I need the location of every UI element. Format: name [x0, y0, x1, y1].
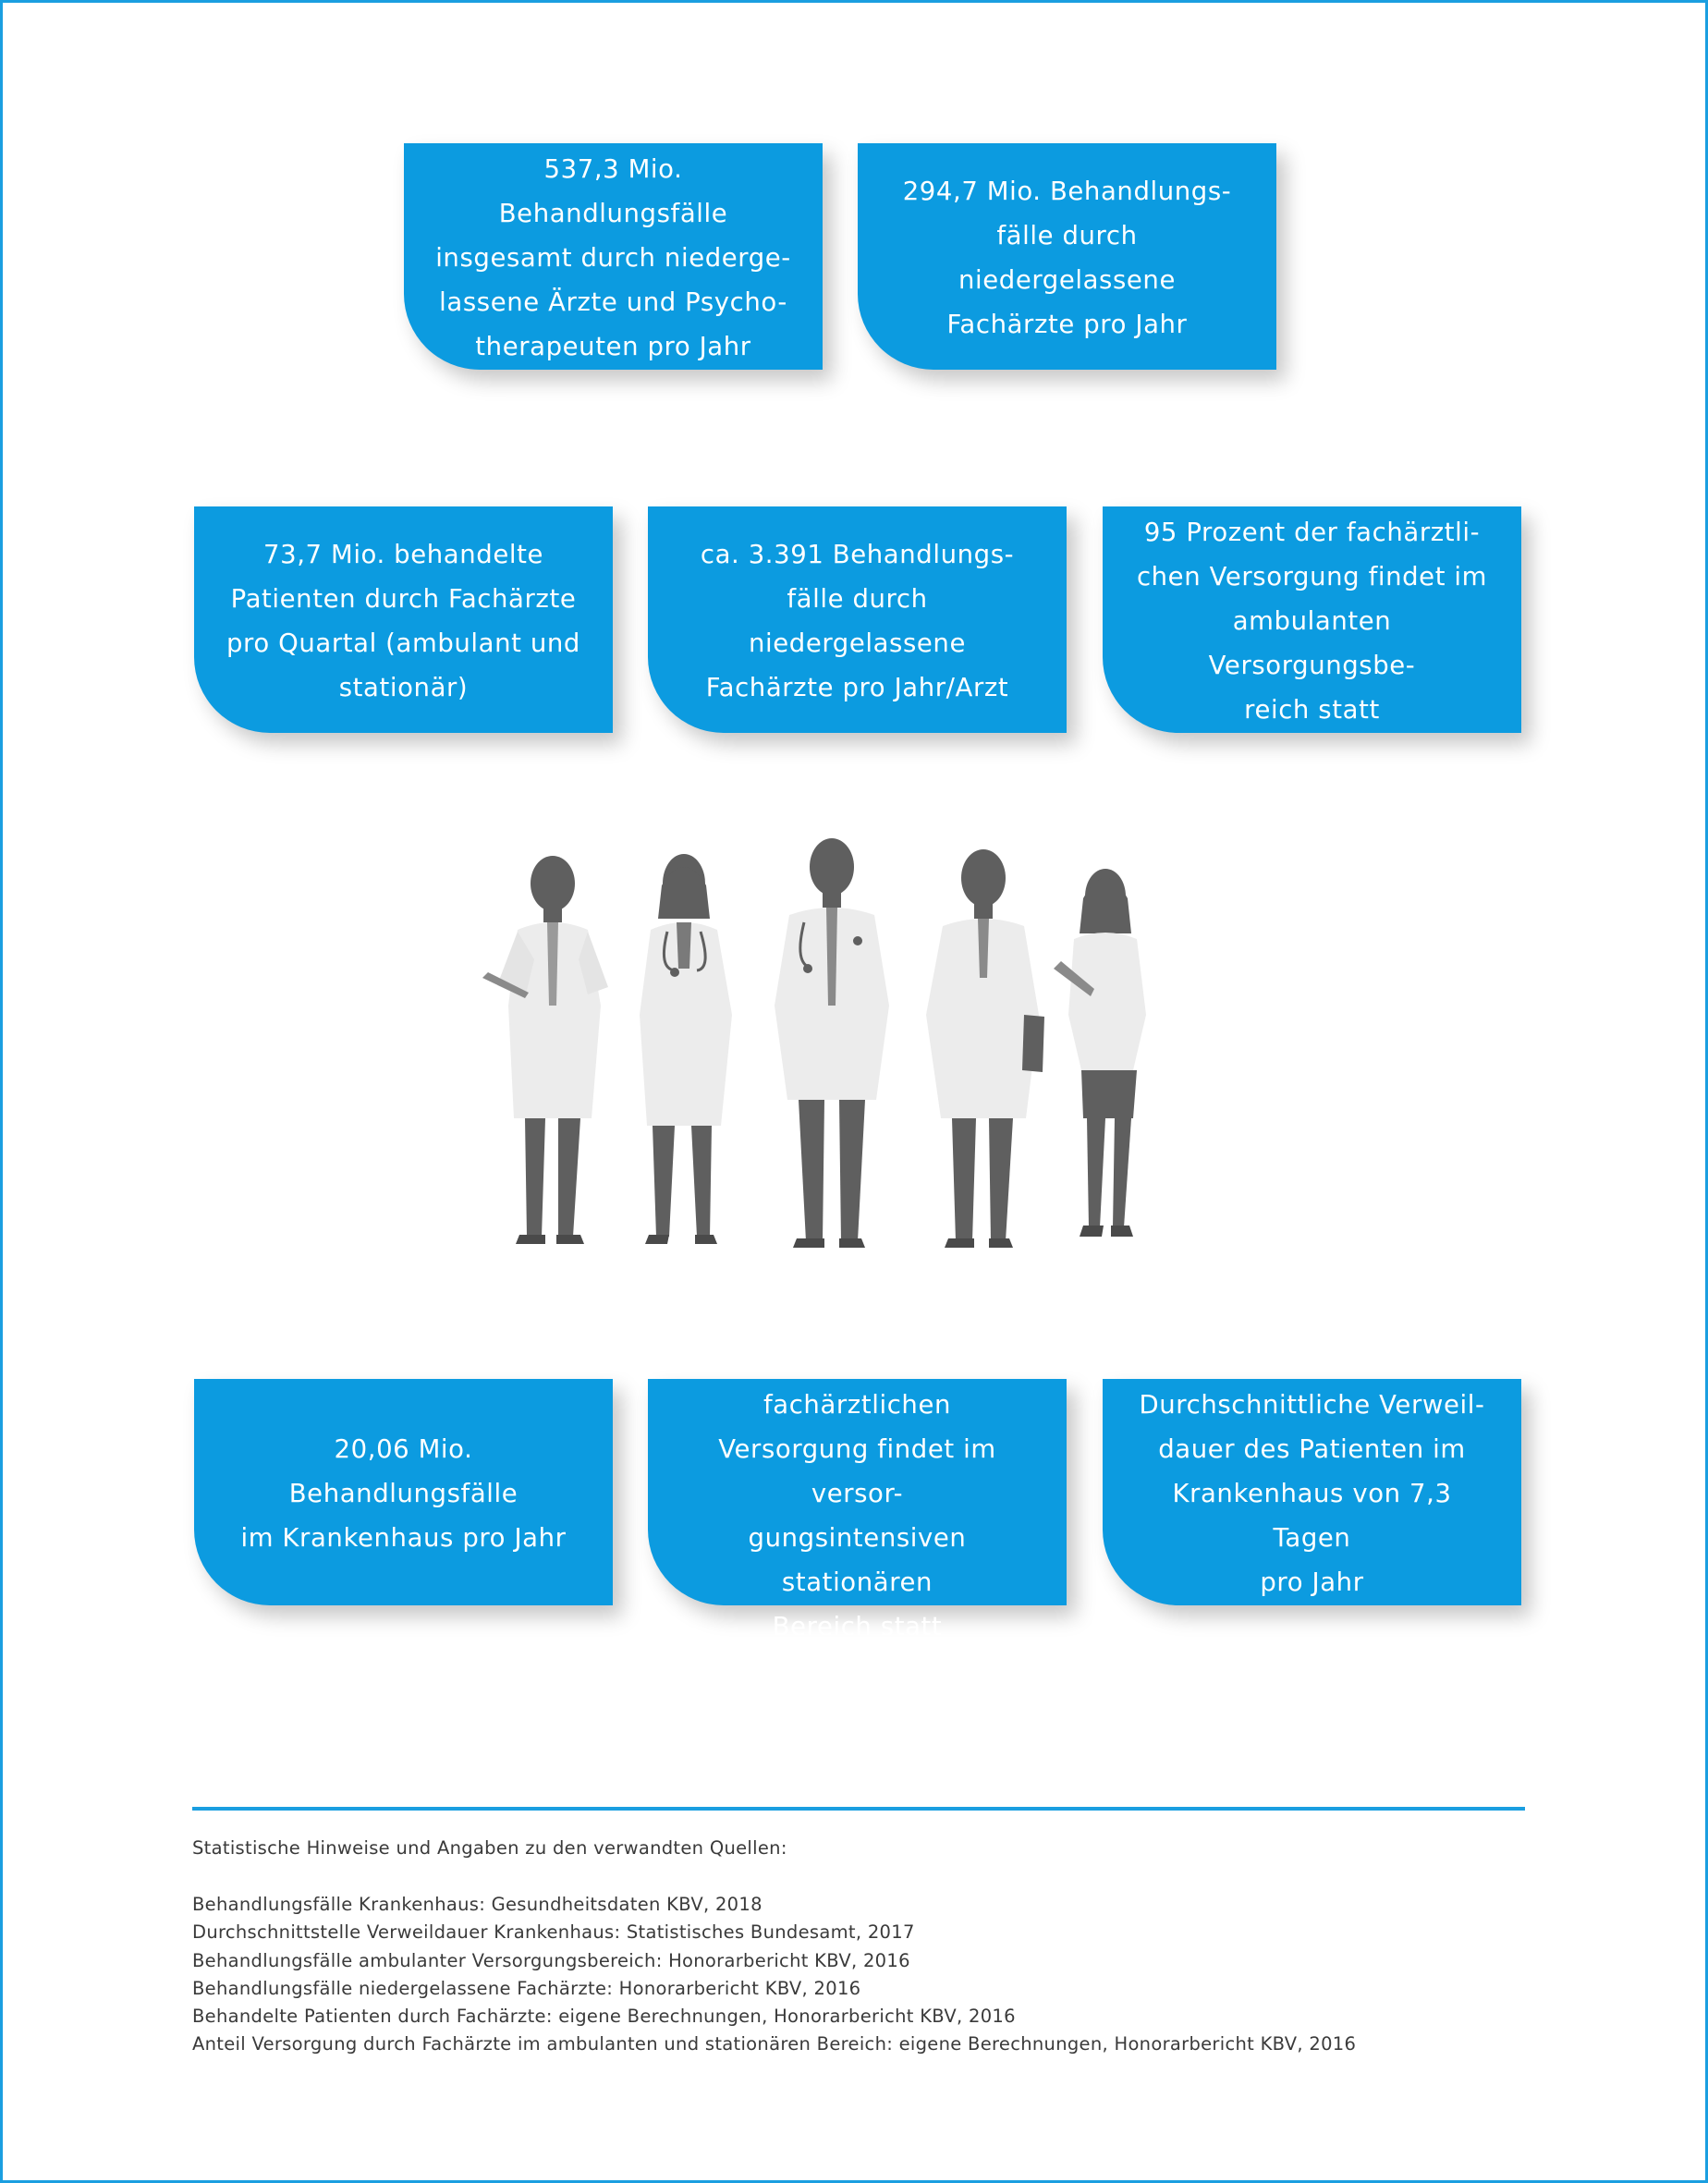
- source-item: Durchschnittstelle Verweildauer Krankenhaus: Statistisches Bundesamt, 2017: [192, 1921, 915, 1944]
- doctor-figure-1: [482, 856, 608, 1244]
- doctor-figure-2: [640, 854, 732, 1244]
- sources-divider: [192, 1807, 1525, 1811]
- stat-card-text: 537,3 Mio. Behandlungsfälle insgesamt durch niederge- lassene Ärzte und Psycho- therapeuten pro Jahr: [435, 153, 791, 361]
- source-item: Behandelte Patienten durch Fachärzte: eigene Berechnungen, Honorarbericht KBV, 2016: [192, 2006, 1016, 2028]
- stat-card-text: 73,7 Mio. behandelte Patienten durch Fachärzte pro Quartal (ambulant und stationär): [226, 539, 580, 702]
- stat-card-total-treatment-cases: [404, 143, 823, 370]
- stat-card-hospital-cases: [194, 1379, 613, 1605]
- sources-heading: Statistische Hinweise und Angaben zu den verwandten Quellen:: [192, 1837, 787, 1859]
- stat-card-length-of-stay: [1103, 1379, 1521, 1605]
- stat-card-text: 95 Prozent der fachärztli- chen Versorgung findet im ambulanten Versorgungsbe- reich statt: [1136, 517, 1488, 725]
- sources-list: [192, 1891, 1356, 2059]
- doctor-figure-5: [1054, 869, 1146, 1237]
- source-item: Behandlungsfälle Krankenhaus: Gesundheitsdaten KBV, 2018: [192, 1894, 762, 1915]
- source-item: Behandlungsfälle ambulanter Versorgungsbereich: Honorarbericht KBV, 2016: [192, 1949, 910, 1971]
- doctor-figure-3: [775, 838, 889, 1248]
- source-item: Anteil Versorgung durch Fachärzte im ambulanten und stationären Bereich: eigene Berechnungen, Honorarbericht KBV, 2016: [192, 2033, 1357, 2055]
- stat-card-text: Durchschnittliche Verweil- dauer des Patienten im Krankenhaus von 7,3 Tagen pro Jahr: [1139, 1389, 1485, 1597]
- stat-card-inpatient-share: [648, 1345, 1067, 1641]
- stat-card-specialist-cases: [858, 143, 1276, 370]
- stat-card-text: ca. 3.391 Behandlungs- fälle durch niedergelassene Fachärzte pro Jahr/Arzt: [700, 539, 1015, 702]
- stat-card-text: 294,7 Mio. Behandlungs- fälle durch niedergelassene Fachärzte pro Jahr: [902, 176, 1232, 339]
- stat-card-treated-patients: [194, 506, 613, 733]
- stat-card-text: 20,06 Mio. Behandlungsfälle im Krankenhaus pro Jahr: [240, 1433, 567, 1553]
- doctor-figure-4: [926, 849, 1044, 1248]
- doctors-silhouettes-illustration: [470, 830, 1172, 1260]
- stat-card-text: 5 Prozent der fachärztlichen Versorgung findet im versor- gungsintensiven stationären Bereich statt: [718, 1345, 996, 1641]
- stat-card-ambulant-share: [1103, 506, 1521, 733]
- source-item: Behandlungsfälle niedergelassene Fachärzte: Honorarbericht KBV, 2016: [192, 1977, 861, 1999]
- stat-card-cases-per-doctor: [648, 506, 1067, 733]
